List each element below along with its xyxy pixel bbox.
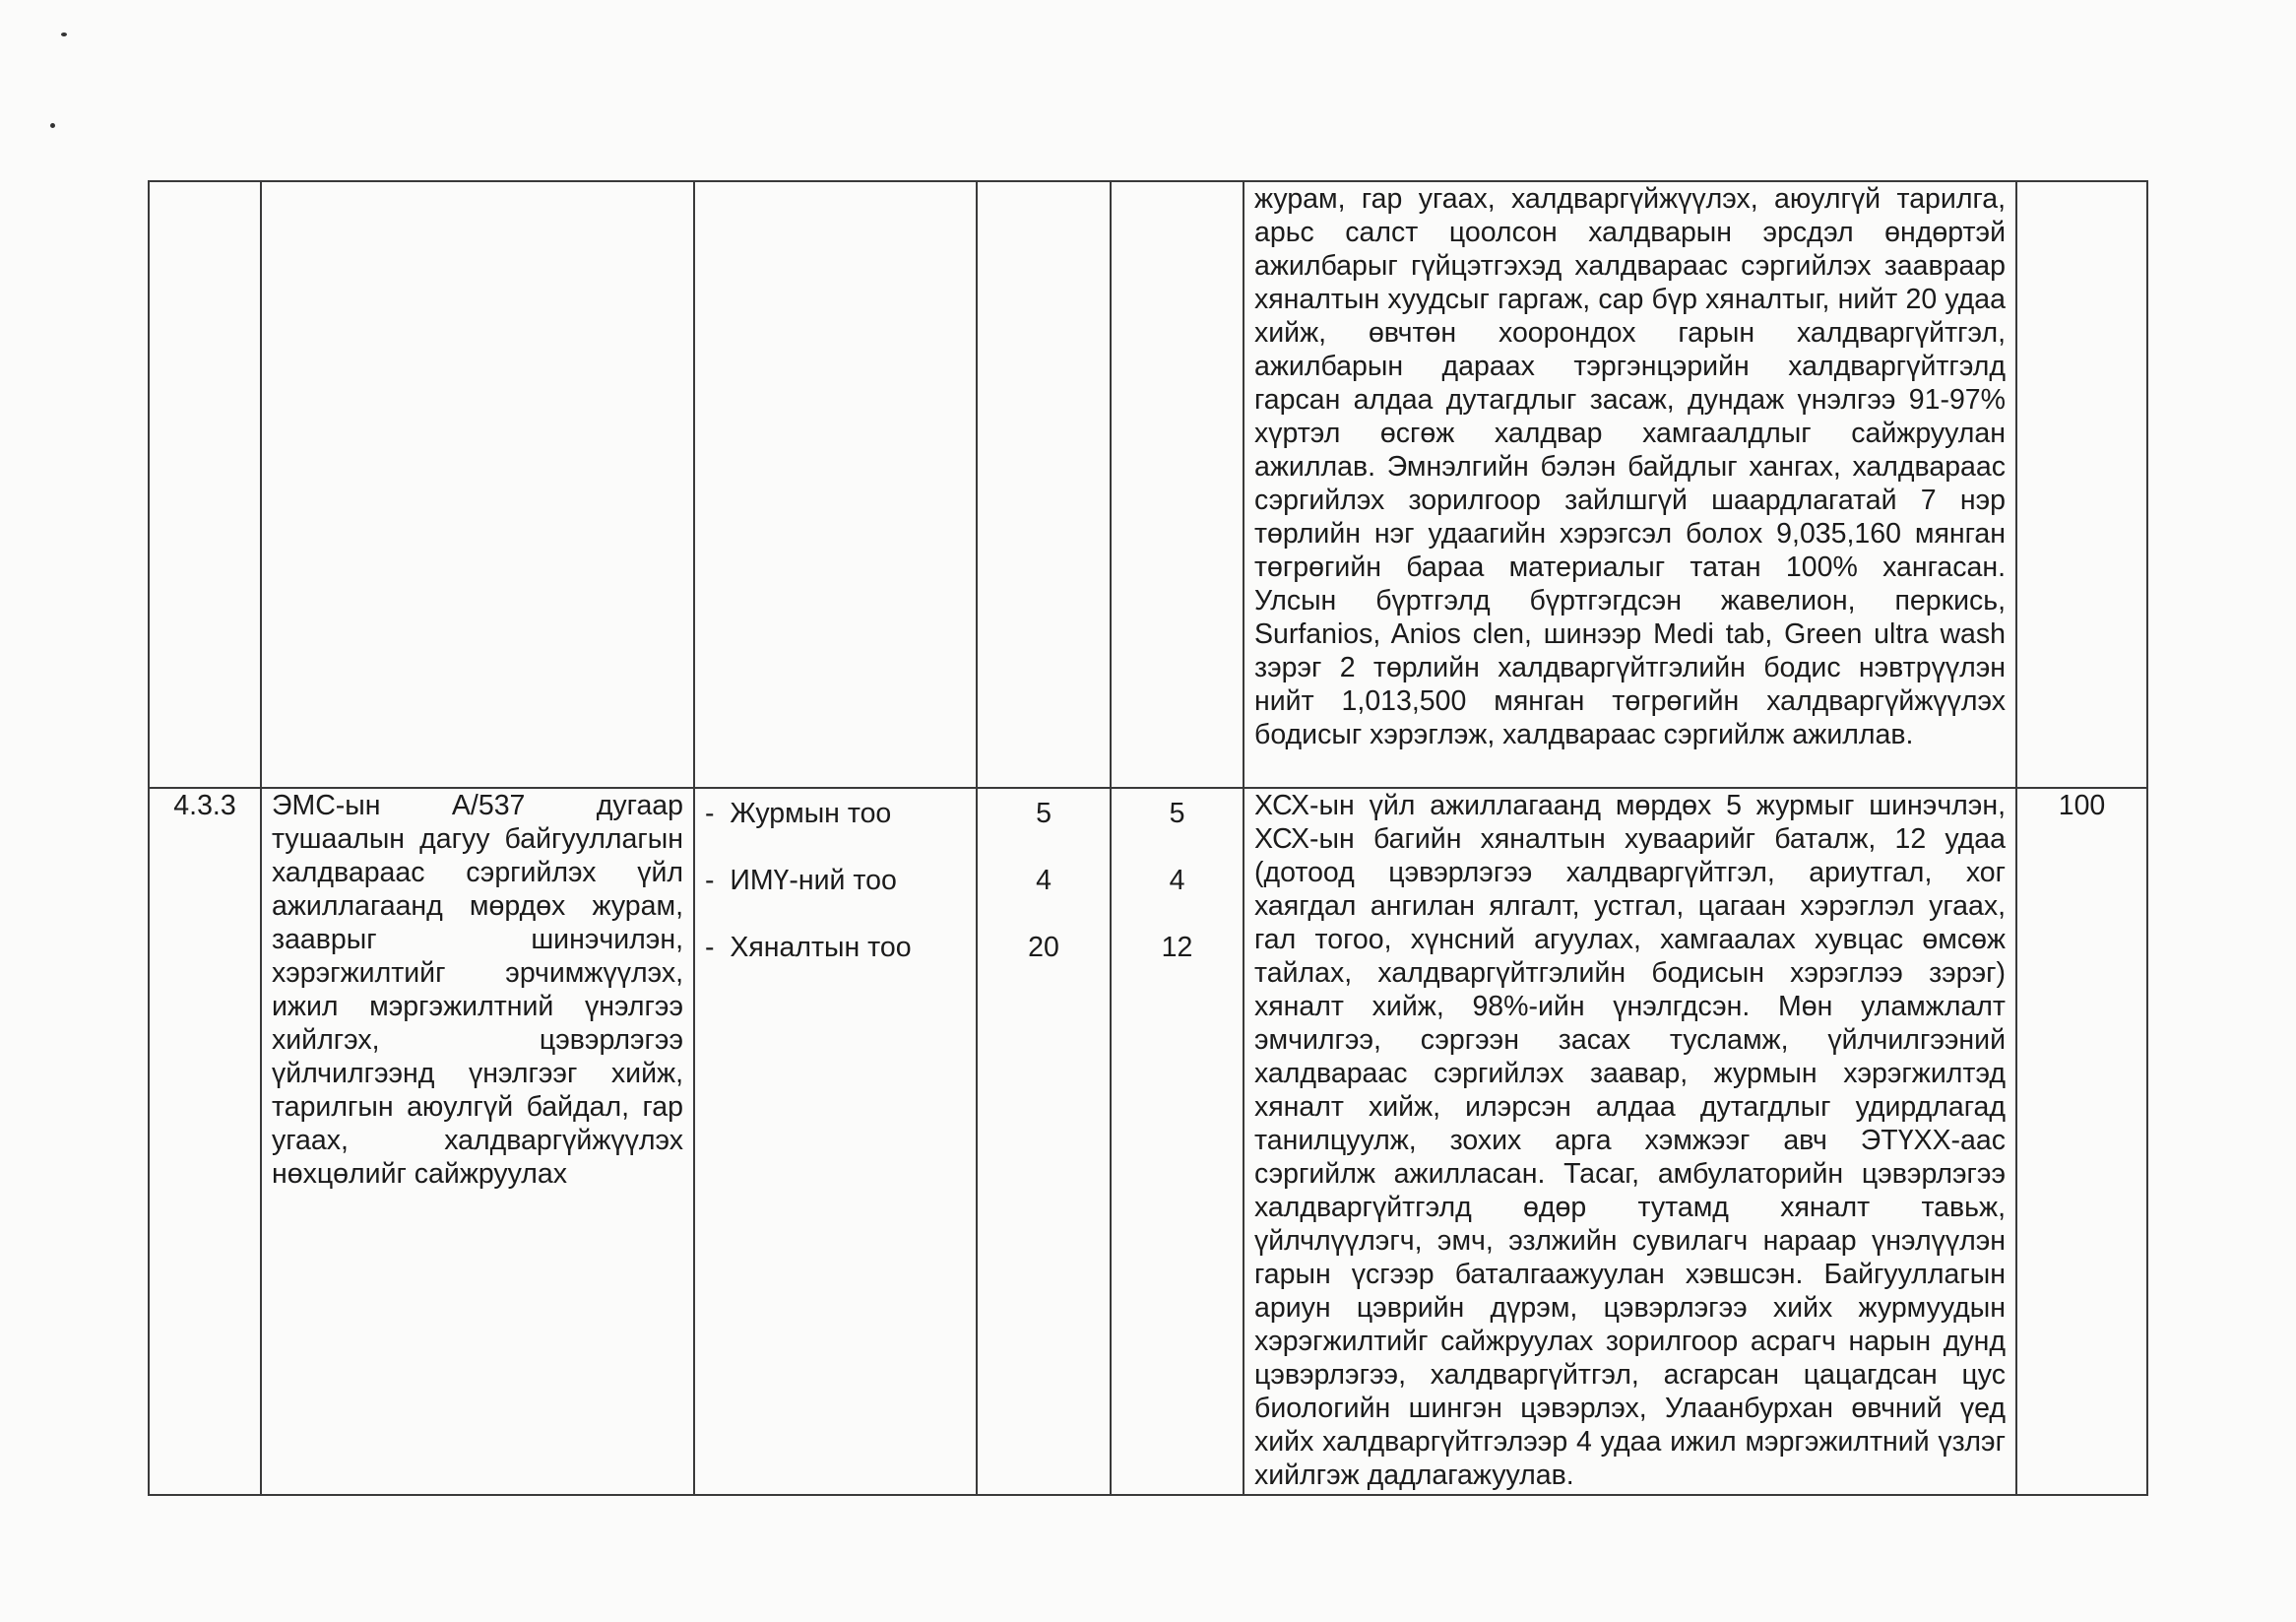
cell-actual bbox=[1111, 181, 1244, 788]
actual-value: 12 bbox=[1161, 932, 1193, 963]
actual-value: 5 bbox=[1169, 798, 1185, 829]
cell-number: 4.3.3 bbox=[149, 788, 261, 1495]
cell-percent: 100 bbox=[2016, 788, 2147, 1495]
cell-activity: ЭМС-ын А/537 дугаар тушаалын дагуу байгууллагын халдвараас сэргийлэх үйл ажиллагаанд мөрдөх журам, зааврыг шинэчилэн, хэрэгжилтийг эрчимжүүлэх, ижил мэргэжилтний үнэлгээ хийлгэх, цэвэрлэгээ үйлчилгээнд үнэлгээг хийж, тарилгын аюулгүй байдал, гар угаах, халдваргүйжүүлэх нөхцөлийг сайжруулах bbox=[261, 788, 694, 1495]
indicator-rules-count: - Журмын тоо bbox=[705, 797, 966, 864]
cell-planned bbox=[977, 788, 1111, 1495]
cell-planned bbox=[977, 181, 1111, 788]
planned-value: 4 bbox=[1036, 865, 1052, 896]
scan-speck bbox=[50, 123, 55, 128]
cell-activity bbox=[261, 181, 694, 788]
cell-indicator bbox=[694, 181, 977, 788]
indicator-peer-review-count: - ИМҮ-ний тоо bbox=[705, 864, 966, 931]
planned-value: 20 bbox=[1028, 932, 1059, 963]
actual-value: 4 bbox=[1169, 865, 1185, 896]
cell-percent bbox=[2016, 181, 2147, 788]
table-row-4-3-3 bbox=[149, 788, 2147, 1495]
report-table bbox=[148, 180, 2148, 1496]
cell-description: журам, гар угаах, халдваргүйжүүлэх, аюулгүй тарилга, арьс салст цоолсон халдварын эрсдэл өндөртэй ажилбарыг гүйцэтгэхэд халдвараас сэргийлэх заавраар хяналтын хуудсыг гаргаж, сар бүр хяналтыг, нийт 20 удаа хийж, өвчтөн хоорондох гарын халдваргүйтгэл, ажилбарын дараах тэргэнцэрийн халдваргүйтгэлд гарсан алдаа дутагдлыг засаж, дундаж үнэлгээ 91-97% хүртэл өсгөж халдвар хамгаалдлыг сайжруулан ажиллав. Эмнэлгийн бэлэн байдлыг хангах, халдвараас сэргийлэх зорилгоор зайлшгүй шаардлагатай 7 нэр төрлийн нэг удаагийн хэрэгсэл болох 9,035,160 мянган төгрөгийн бараа материалыг татан 100% хангасан. Улсын бүртгэлд бүртгэгдсэн жавелион, перкись, Surfanios, Anios clen, шинээр Medi tab, Green ultra wash зэрэг 2 төрлийн халдваргүйтгэлийн бодис нэвтрүүлэн нийт 1,013,500 мянган төгрөгийн халдваргүйжүүлэх бодисыг хэрэглэж, халдвараас сэргийлж ажиллав. bbox=[1244, 181, 2016, 788]
cell-indicator bbox=[694, 788, 977, 1495]
table-row-continued bbox=[149, 181, 2147, 788]
scan-speck bbox=[61, 32, 67, 36]
planned-value: 5 bbox=[1036, 798, 1052, 829]
cell-actual bbox=[1111, 788, 1244, 1495]
cell-description: ХСХ-ын үйл ажиллагаанд мөрдөх 5 журмыг шинэчлэн, ХСХ-ын багийн хяналтын хуваарийг баталж, 12 удаа (дотоод цэвэрлэгээ халдваргүйтгэл, ариутгал, хог хаягдал ангилан ялгалт, устгал, цагаан хэрэглэл угаах, гал тогоо, хүнсний агуулах, хамгаалах хувцас өмсөж тайлах, халдваргүйтгэлийн бодисын хэрэглээ зэрэг) хяналт хийж, 98%-ийн үнэлгдсэн. Мөн уламжлалт эмчилгээ, сэргээн засах тусламж, үйлчилгээний халдвараас сэргийлэх заавар, журмын хэрэгжилтэд хяналт хийж, илэрсэн алдаа дутагдлыг удирдлагад танилцуулж, зохих арга хэмжээг авч ЭТҮХХ-аас сэргийлж ажилласан. Тасаг, амбулаторийн цэвэрлэгээ халдваргүйтгэлд өдөр тутамд хяналт тавьж, үйлчлүүлэгч, эмч, эзлжийн сувилагч нараар үнэлүүлэн гарын үсгээр баталгаажуулан хэвшсэн. Байгууллагын ариун цэврийн дүрэм, цэвэрлэгээ хийх журмуудын хэрэгжилтийг сайжруулах зорилгоор асрагч нарын дунд цэвэрлэгээ, халдваргүйтгэл, асгарсан цацагдсан цус биологийн шингэн цэвэрлэх, Улаанбурхан өвчний үед хийх халдваргүйтгэлээр 4 удаа ижил мэргэжилтний үзлэг хийлгэж дадлагажуулав. bbox=[1244, 788, 2016, 1495]
indicator-inspection-count: - Хяналтын тоо bbox=[705, 931, 966, 998]
cell-number bbox=[149, 181, 261, 788]
